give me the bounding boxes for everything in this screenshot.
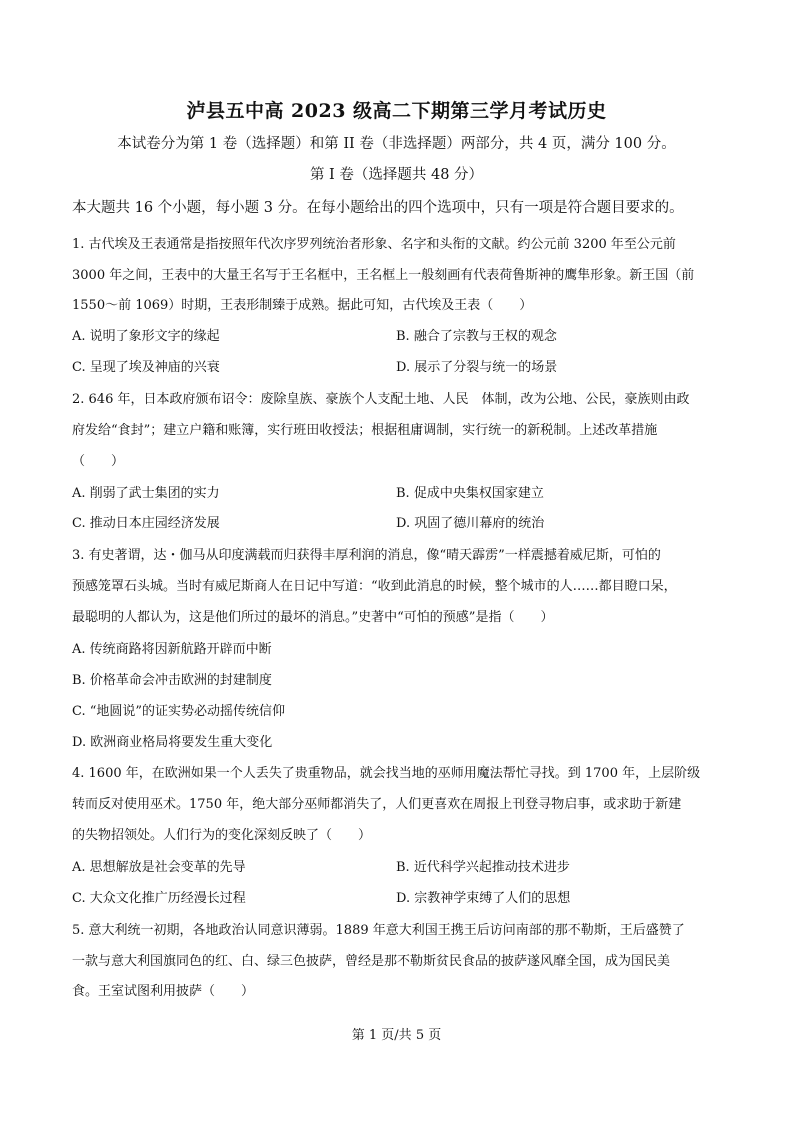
question-1-line-2: 3000 年之间，王表中的大量王名写于王名框中，王名框上一般刻画有代表荷鲁斯神的鹰隼形象。新王国（前: [72, 268, 695, 283]
question-5-line-1: 5. 意大利统一初期，各地政治认同意识薄弱。1889 年意大利国王携王后访问南部的那不勒斯，王后盛赞了: [72, 923, 685, 938]
question-3-line-3: 最聪明的人都认为，这是他们所过的最坏的消息。”史著中“可怕的预感”是指（ ）: [72, 610, 554, 625]
question-4-option-d[interactable]: D. 宗教神学束缚了人们的思想: [396, 891, 571, 906]
question-4-line-3: 的失物招领处。人们行为的变化深刻反映了（ ）: [72, 828, 372, 843]
question-4-option-c[interactable]: C. 大众文化推广历经漫长过程: [72, 891, 246, 906]
question-3-line-1: 3. 有史著谓，达・伽马从印度满载而归获得丰厚利润的消息，像“晴天霹雳”一样震撼着威尼斯，可怕的: [72, 548, 661, 563]
question-1-line-1: 1. 古代埃及王表通常是指按照年代次序罗列统治者形象、名字和头衔的文献。约公元前 3200 年至公元前: [72, 237, 676, 252]
question-2-line-3: （ ）: [72, 454, 125, 469]
question-3-option-d[interactable]: D. 欧洲商业格局将要发生重大变化: [72, 735, 273, 750]
question-5-line-2: 一款与意大利国旗同色的红、白、绿三色披萨，曾经是那不勒斯贫民食品的披萨遂风靡全国，成为国民美: [72, 954, 671, 969]
question-1-option-d[interactable]: D. 展示了分裂与统一的场景: [396, 360, 558, 375]
section-instruction: 本大题共 16 个小题，每小题 3 分。在每小题给出的四个选项中，只有一项是符合题目要求的。: [72, 200, 684, 216]
question-1-option-b[interactable]: B. 融合了宗教与王权的观念: [396, 329, 557, 344]
question-1-line-3: 1550～前 1069）时期，王表形制臻于成熟。据此可知，古代埃及王表（ ）: [72, 298, 533, 313]
question-2-option-b[interactable]: B. 促成中央集权国家建立: [396, 486, 544, 501]
question-3-option-c[interactable]: C. “地圆说”的证实势必动摇传统信仰: [72, 704, 286, 719]
question-3-option-b[interactable]: B. 价格革命会冲击欧洲的封建制度: [72, 673, 272, 688]
question-3-line-2: 预感笼罩石头城。当时有威尼斯商人在日记中写道：“收到此消息的时候，整个城市的人……都目瞪口呆，: [72, 579, 677, 594]
page-title: 泸县五中高 2023 级高二下期第三学月考试历史: [186, 100, 607, 122]
page-number: 第 1 页/共 5 页: [351, 1028, 442, 1043]
question-4-line-1: 4. 1600 年，在欧洲如果一个人丢失了贵重物品，就会找当地的巫师用魔法帮忙寻找。到 1700 年，上层阶级: [72, 766, 701, 781]
section-heading: 第 I 卷（选择题共 48 分）: [309, 167, 484, 183]
question-1-option-a[interactable]: A. 说明了象形文字的缘起: [72, 329, 220, 344]
question-1-option-c[interactable]: C. 呈现了埃及神庙的兴衰: [72, 360, 220, 375]
question-2-line-1: 2. 646 年，日本政府颁布诏令：废除皇族、豪族个人支配土地、人民 体制，改为公地、公民，豪族则由政: [72, 392, 690, 407]
question-4-option-b[interactable]: B. 近代科学兴起推动技术进步: [396, 860, 570, 875]
question-2-line-2: 府发给“食封”；建立户籍和账簿，实行班田收授法；根据租庸调制，实行统一的新税制。上述改革措施: [72, 423, 658, 438]
question-3-option-a[interactable]: A. 传统商路将因新航路开辟而中断: [72, 642, 272, 657]
question-5-line-3: 食。王室试图利用披萨（ ）: [72, 984, 255, 999]
question-2-option-d[interactable]: D. 巩固了德川幕府的统治: [396, 516, 545, 531]
question-4-option-a[interactable]: A. 思想解放是社会变革的先导: [72, 860, 246, 875]
exam-description: 本试卷分为第 1 卷（选择题）和第 II 卷（非选择题）两部分，共 4 页，满分 100 分。: [117, 136, 676, 152]
question-4-line-2: 转而反对使用巫术。1750 年，绝大部分巫师都消失了，人们更喜欢在周报上刊登寻物启事，或求助于新建: [72, 797, 682, 812]
question-2-option-c[interactable]: C. 推动日本庄园经济发展: [72, 516, 220, 531]
question-2-option-a[interactable]: A. 削弱了武士集团的实力: [72, 486, 220, 501]
